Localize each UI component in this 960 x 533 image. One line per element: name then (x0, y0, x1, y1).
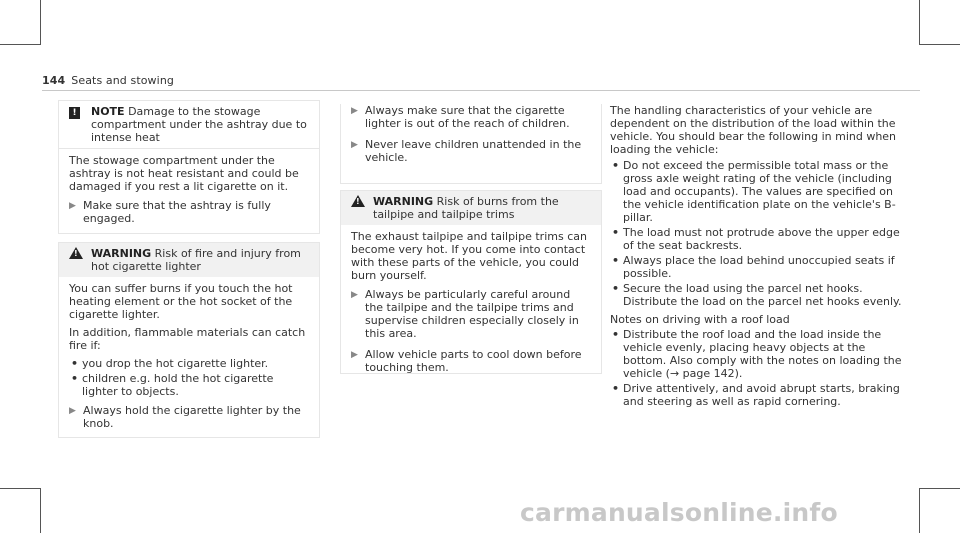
warning-text: The exhaust tailpipe and tailpipe trims can become very hot. If you come into contact with these parts of the vehicle, you could burn yourself. (351, 230, 587, 282)
warning-body (341, 225, 601, 388)
crop-mark (919, 488, 960, 489)
action-text: Always hold the cigarette lighter by the knob. (83, 404, 301, 430)
crop-mark (0, 488, 41, 489)
page-header (42, 74, 174, 87)
list-item: • The load must not protrude above the upper edge of the seat backrests. (612, 226, 900, 252)
action-arrow-icon: ▶ (351, 140, 358, 150)
intro-paragraph: The handling characteristics of your vehicle are dependent on the distribution of the load within the vehicle. You should bear the following in mind when loading the vehicle: (610, 104, 897, 156)
note-title: Damage to the stowage compartment under the ashtray due to intense heat (91, 105, 307, 144)
crop-mark (40, 0, 41, 45)
action-item (69, 404, 309, 430)
page-number: 144 (42, 74, 66, 87)
crop-mark (919, 44, 960, 45)
bullet-list (610, 328, 910, 408)
action-arrow-icon: ▶ (69, 201, 76, 211)
warning-title: Risk of burns from the tailpipe and tailpipe trims (373, 195, 559, 221)
note-icon: ! (69, 107, 80, 119)
crop-mark (919, 0, 920, 45)
action-item (351, 138, 591, 164)
warning-body (59, 277, 319, 444)
warning-text: You can suffer burns if you touch the hot heating element or the hot socket of the cigarette lighter. (69, 282, 293, 321)
action-text: Allow vehicle parts to cool down before touching them. (365, 348, 582, 374)
note-label: NOTE (91, 105, 125, 118)
action-arrow-icon: ▶ (351, 106, 358, 116)
action-text: Make sure that the ashtray is fully engaged. (83, 199, 271, 225)
bullet-dot-icon: • (71, 357, 79, 370)
warning-triangle-icon (351, 195, 365, 207)
warning-box (340, 190, 602, 374)
header-divider (42, 90, 920, 91)
note-header (59, 101, 319, 149)
warning-header (59, 243, 319, 277)
column-right (610, 104, 910, 413)
section-title: Seats and stowing (71, 74, 174, 87)
action-text: Always be particularly careful around the tailpipe and the tailpipe trims and supervise children especially closely in this area. (365, 288, 579, 340)
action-arrow-icon: ▶ (351, 290, 358, 300)
bullet-list (610, 159, 910, 308)
watermark: carmanualsonline.info (520, 498, 838, 527)
action-text: Never leave children unattended in the vehicle. (365, 138, 582, 164)
warning-triangle-icon (69, 247, 83, 259)
list-item: • Always place the load behind unoccupied seats if possible. (612, 254, 895, 280)
list-item: • Distribute the roof load and the load inside the vehicle evenly, placing heavy objects at the bottom. Also comply with the notes on loading the vehicle (→ page 142). (612, 328, 902, 380)
action-item (351, 288, 591, 340)
list-item: • Do not exceed the permissible total mass or the gross axle weight rating of the vehicle (including load and occupants). The values are specified on the vehicle identification plate on the vehicle's B-pillar. (612, 159, 896, 224)
list-item: • children e.g. hold the hot cigarette lighter to objects. (71, 372, 274, 398)
list-item: • you drop the hot cigarette lighter. (71, 357, 269, 370)
note-text: The stowage compartment under the ashtray is not heat resistant and could be damaged if you rest a lit cigarette on it. (69, 154, 299, 193)
warning-title: Risk of fire and injury from hot cigarette lighter (91, 247, 301, 273)
column-left (58, 100, 320, 438)
crop-mark (919, 488, 920, 533)
action-arrow-icon: ▶ (351, 350, 358, 360)
action-item (351, 104, 591, 130)
warning-label: WARNING (91, 247, 152, 260)
warning-box (58, 242, 320, 438)
column-middle (340, 100, 602, 374)
bullet-dot-icon: • (612, 382, 620, 395)
bullet-list (69, 357, 309, 398)
list-item: • Drive attentively, and avoid abrupt starts, braking and steering as well as rapid cornering. (612, 382, 900, 408)
bullet-dot-icon: • (612, 282, 620, 295)
bullet-dot-icon: • (612, 226, 620, 239)
action-text: Always make sure that the cigarette lighter is out of the reach of children. (365, 104, 570, 130)
warning-text: In addition, flammable materials can catch fire if: (69, 326, 306, 352)
action-arrow-icon: ▶ (69, 406, 76, 416)
action-item (351, 348, 591, 374)
bullet-dot-icon: • (71, 372, 79, 385)
warning-continuation-box (340, 104, 602, 184)
subheading: Notes on driving with a roof load (610, 313, 790, 326)
warning-label: WARNING (373, 195, 434, 208)
bullet-dot-icon: • (612, 328, 620, 341)
crop-mark (0, 44, 41, 45)
bullet-dot-icon: • (612, 159, 620, 172)
action-item (69, 199, 309, 225)
note-box (58, 100, 320, 234)
bullet-dot-icon: • (612, 254, 620, 267)
list-item: • Secure the load using the parcel net hooks. Distribute the load on the parcel net hooks evenly. (612, 282, 902, 308)
crop-mark (40, 488, 41, 533)
warning-header (341, 191, 601, 225)
note-body (59, 149, 319, 239)
